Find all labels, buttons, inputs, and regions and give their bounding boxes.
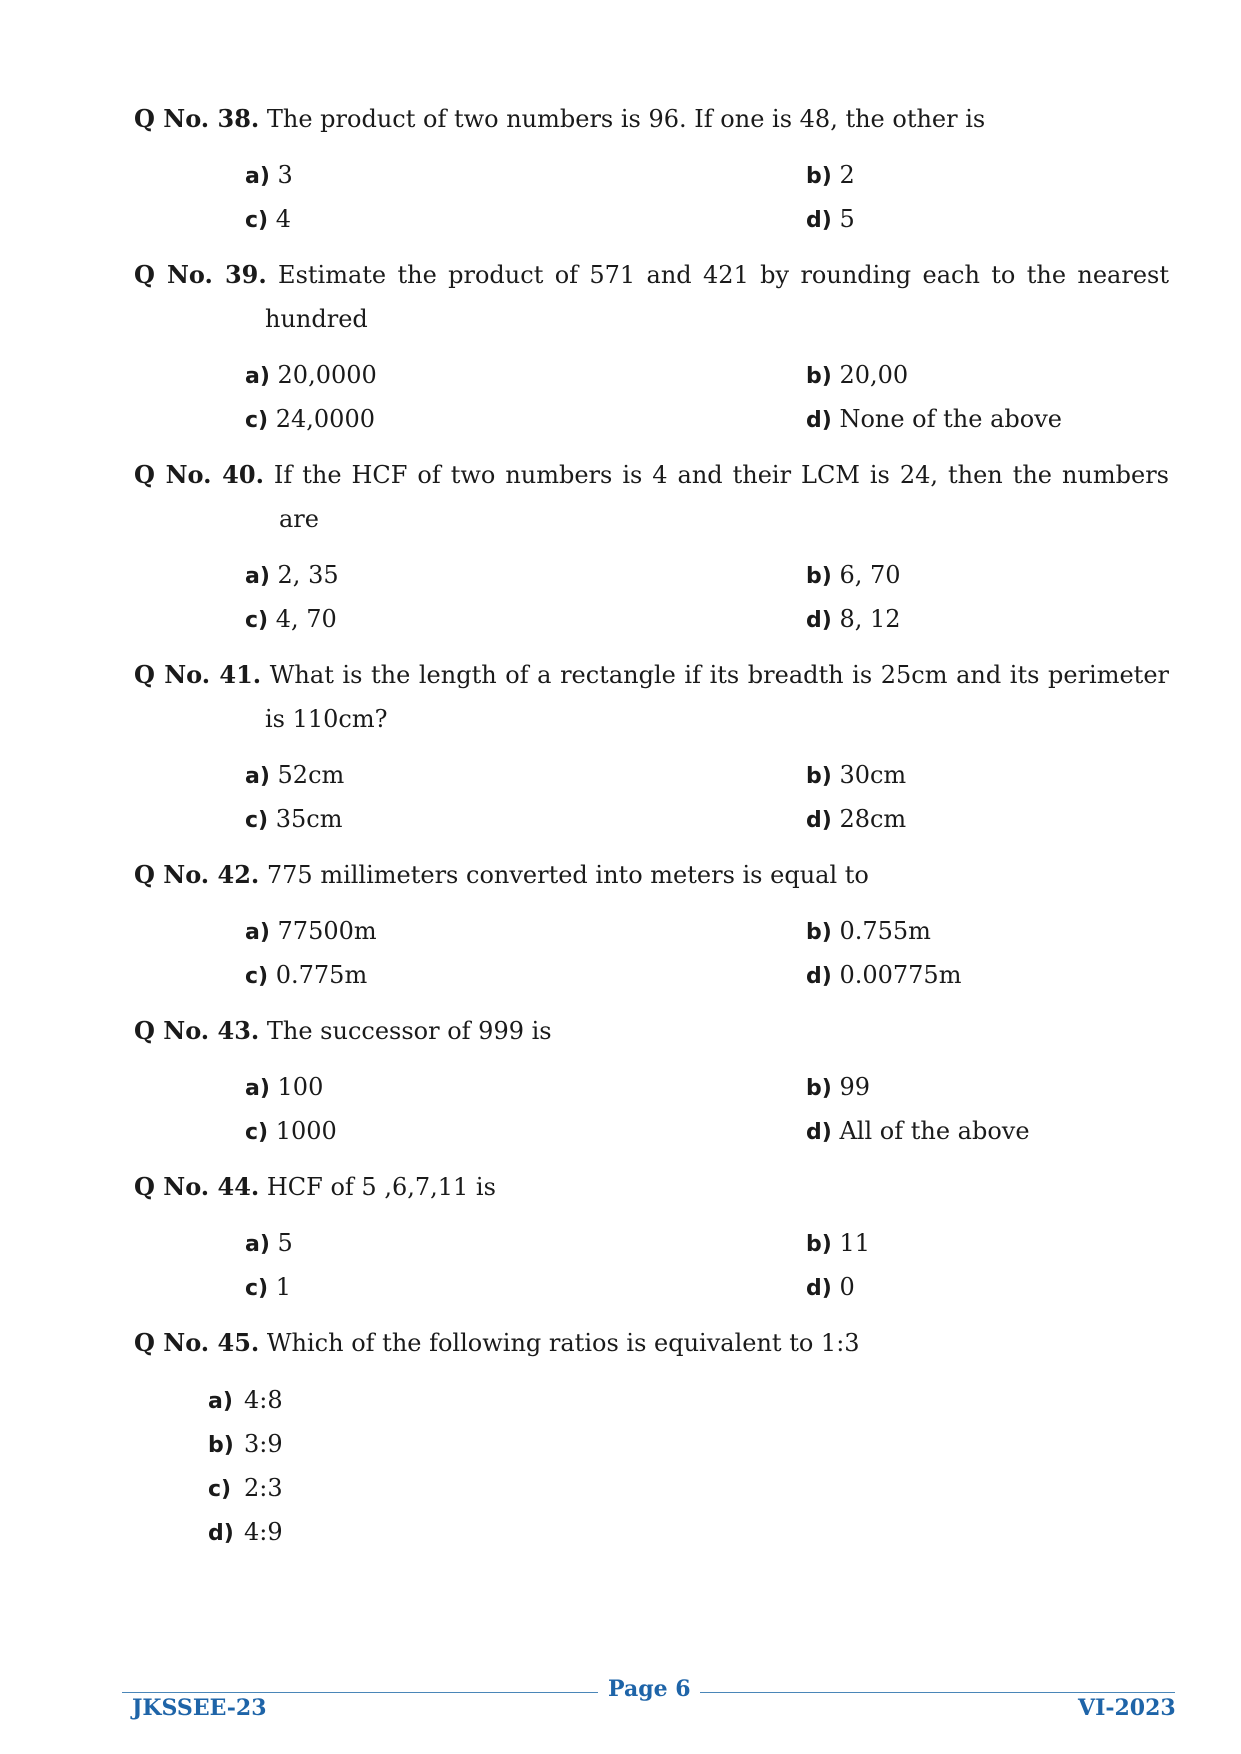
option-b: b) 2 [806, 161, 855, 189]
footer-class-year: VI-2023 [1078, 1695, 1176, 1721]
question-44 [134, 1165, 1169, 1209]
question-number: Q No. 42. [134, 860, 260, 889]
option-c: c) 1 [245, 1273, 292, 1301]
question-43 [134, 1009, 1169, 1053]
option-a: a) 3 [245, 161, 293, 189]
option-d: d) All of the above [806, 1117, 1030, 1145]
question-text: HCF of 5 ,6,7,11 is [259, 1173, 496, 1201]
option-c: c) 24,0000 [245, 405, 375, 433]
question-45 [134, 1321, 1169, 1365]
option-a: a) 100 [245, 1073, 324, 1101]
question-text: The product of two numbers is 96. If one is 48, the other is [259, 105, 986, 133]
option-c: c) 2:3 [208, 1474, 283, 1502]
option-c: c) 1000 [245, 1117, 337, 1145]
question-39 [134, 253, 1169, 297]
option-c: c) 35cm [245, 805, 343, 833]
option-a: a) 5 [245, 1229, 293, 1257]
page-number: Page 6 [608, 1676, 691, 1702]
question-40 [134, 453, 1169, 497]
question-number: Q No. 41. [134, 660, 262, 689]
option-a: a) 20,0000 [245, 361, 377, 389]
option-d: d) 4:9 [208, 1518, 283, 1546]
option-a: a) 77500m [245, 917, 377, 945]
question-38 [134, 97, 1169, 141]
question-number: Q No. 45. [134, 1328, 260, 1357]
option-b: b) 30cm [806, 761, 907, 789]
question-text-continued: is 110cm? [265, 705, 388, 733]
option-b: b) 99 [806, 1073, 870, 1101]
question-42 [134, 853, 1169, 897]
question-number: Q No. 44. [134, 1172, 260, 1201]
question-number: Q No. 43. [134, 1016, 260, 1045]
option-b: b) 20,00 [806, 361, 909, 389]
option-a: a) 2, 35 [245, 561, 339, 589]
footer-exam-code: JKSSEE-23 [132, 1695, 267, 1721]
question-text: What is the length of a rectangle if its breadth is 25cm and its perimeter [261, 661, 1170, 689]
question-text-continued: are [279, 505, 319, 533]
question-number: Q No. 39. [134, 260, 267, 289]
option-d: d) 28cm [806, 805, 907, 833]
option-a: a) 52cm [245, 761, 345, 789]
question-number: Q No. 38. [134, 104, 260, 133]
option-a: a) 4:8 [208, 1386, 283, 1414]
option-c: c) 4, 70 [245, 605, 337, 633]
question-text: The successor of 999 is [259, 1017, 552, 1045]
option-d: d) 8, 12 [806, 605, 901, 633]
option-b: b) 11 [806, 1229, 870, 1257]
option-c: c) 4 [245, 205, 292, 233]
option-d: d) 0.00775m [806, 961, 962, 989]
footer-rule-left [122, 1692, 598, 1693]
question-text: Which of the following ratios is equivalent to 1:3 [259, 1329, 860, 1357]
option-b: b) 0.755m [806, 917, 931, 945]
question-number: Q No. 40. [134, 460, 264, 489]
option-d: d) None of the above [806, 405, 1062, 433]
option-c: c) 0.775m [245, 961, 368, 989]
question-text: 775 millimeters converted into meters is equal to [259, 861, 869, 889]
question-text: If the HCF of two numbers is 4 and their LCM is 24, then the numbers [263, 461, 1169, 489]
option-b: b) 3:9 [208, 1430, 283, 1458]
option-b: b) 6, 70 [806, 561, 901, 589]
option-d: d) 0 [806, 1273, 855, 1301]
question-41 [134, 653, 1169, 697]
footer-rule-right [700, 1692, 1175, 1693]
question-text: Estimate the product of 571 and 421 by rounding each to the nearest [266, 261, 1169, 289]
option-d: d) 5 [806, 205, 855, 233]
question-text-continued: hundred [265, 305, 368, 333]
